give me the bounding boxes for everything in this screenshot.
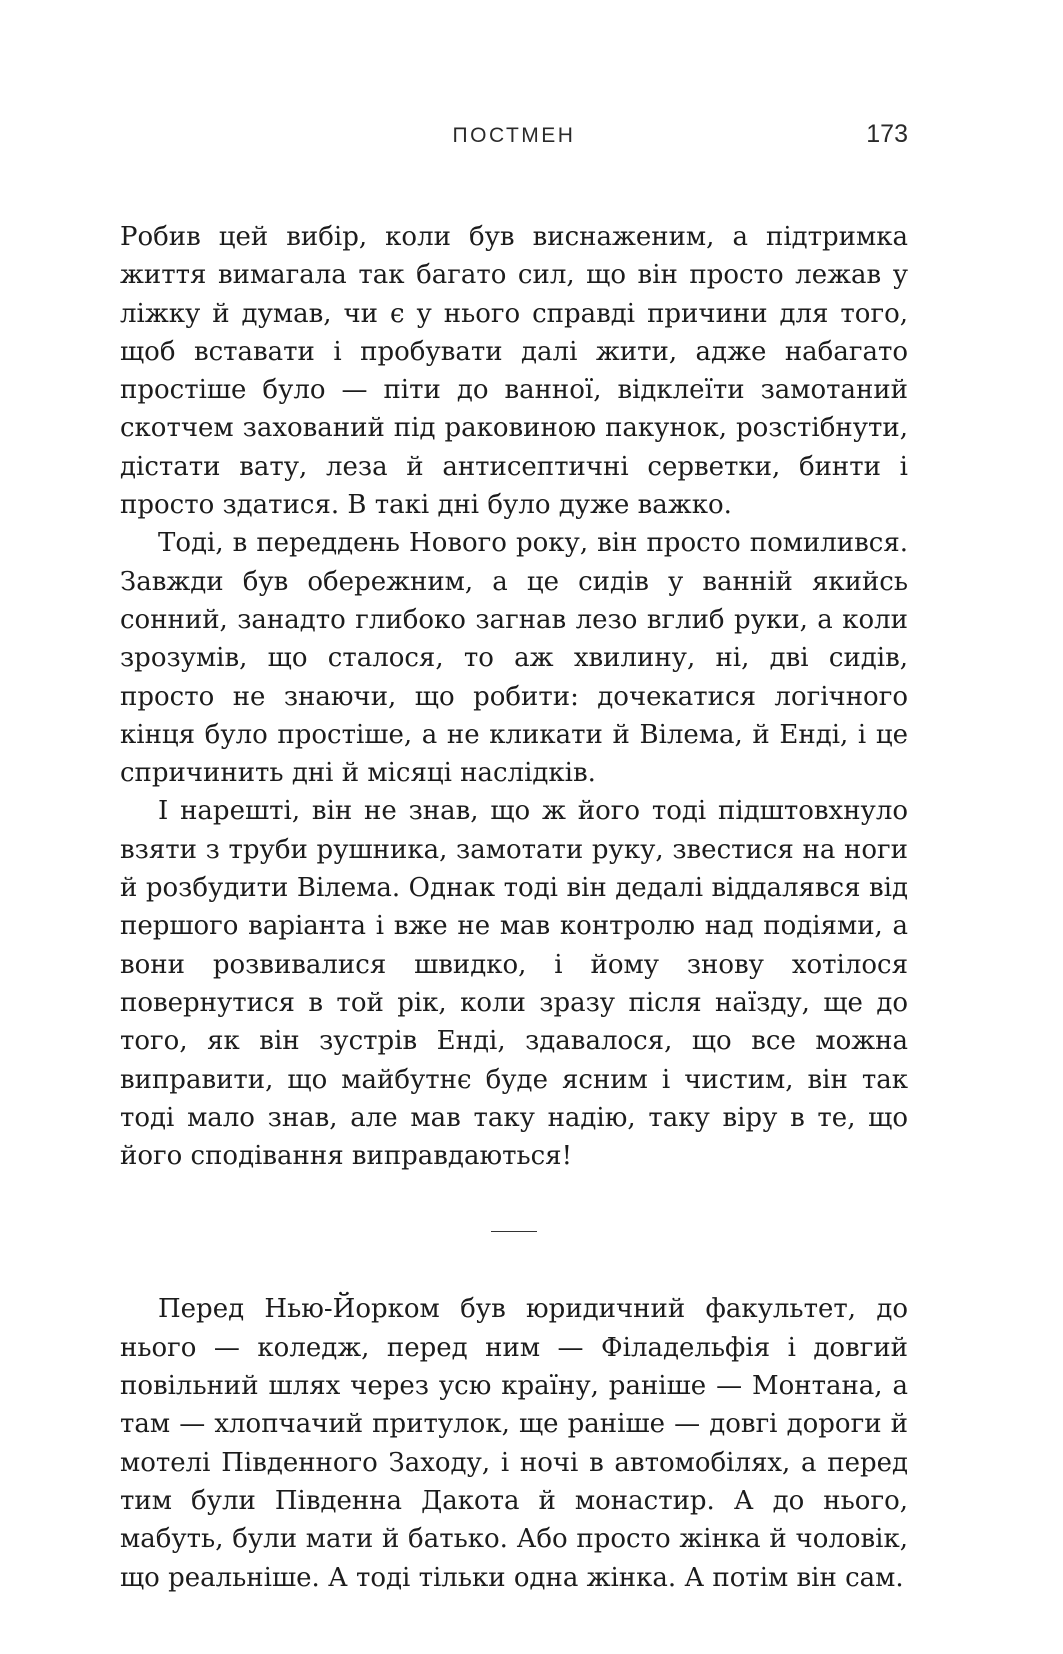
- paragraph: І нарешті, він не знав, що ж його тоді підштовхнуло взяти з труби рушника, замотати руку, звестися на ноги й розбудити Вілема. Однак тоді він дедалі віддалявся від першого варіанта і вже не мав контролю над подіями, а вони розвивалися швидко, і йому знову хотілося повернутися в той рік, коли зразу після наїзду, ще до того, як він зустрів Енді, здавалося, що все можна виправити, що майбутнє буде ясним і чистим, він так тоді мало знав, але мав таку надію, таку віру в те, що його сподівання виправдаються!: [120, 796, 908, 1172]
- section-separator: [120, 1175, 908, 1290]
- paragraph: Тоді, в переддень Нового року, він просто помилився. Завжди був обережним, а це сидів у ванній якийсь сонний, занадто глибоко загнав лезо вглиб руки, а коли зрозумів, що сталося, то аж хвилину, ні, дві сидів, просто не знаючи, що робити: дочекатися логічного кінця було простіше, а не кликати й Вілема, й Енді, і це спричинить дні й місяці наслідків.: [120, 528, 908, 789]
- paragraph: Робив цей вибір, коли був виснаженим, а підтримка життя вимагала так багато сил, що він просто лежав у ліжку й думав, чи є у нього справді причини для того, щоб вставати і пробувати далі жити, адже набагато простіше було — піти до ванної, відклеїти замотаний скотчем захований під раковиною пакунок, розстібнути, дістати вату, леза й антисептичні серветки, бинти і просто здатися. В такі дні було дуже важко.: [120, 222, 908, 521]
- running-title: ПОСТМЕН: [452, 124, 576, 147]
- paragraph: Перед Нью-Йорком був юридичний факультет, до нього — коледж, перед ним — Філадельфія і довгий повільний шлях через усю країну, раніше — Монтана, а там — хлопчачий притулок, ще раніше — довгі дороги й мотелі Південного Заходу, і ночі в автомобілях, а перед тим були Південна Дакота й монастир. А до нього, мабуть, були мати й батько. Або просто жінка й чоловік, що реальніше. А тоді тільки одна жінка. А потім він сам.: [120, 1294, 908, 1593]
- page-number: 173: [866, 120, 908, 148]
- separator-rule: [491, 1231, 537, 1232]
- body-text: [120, 218, 908, 1597]
- page-header: [120, 118, 908, 158]
